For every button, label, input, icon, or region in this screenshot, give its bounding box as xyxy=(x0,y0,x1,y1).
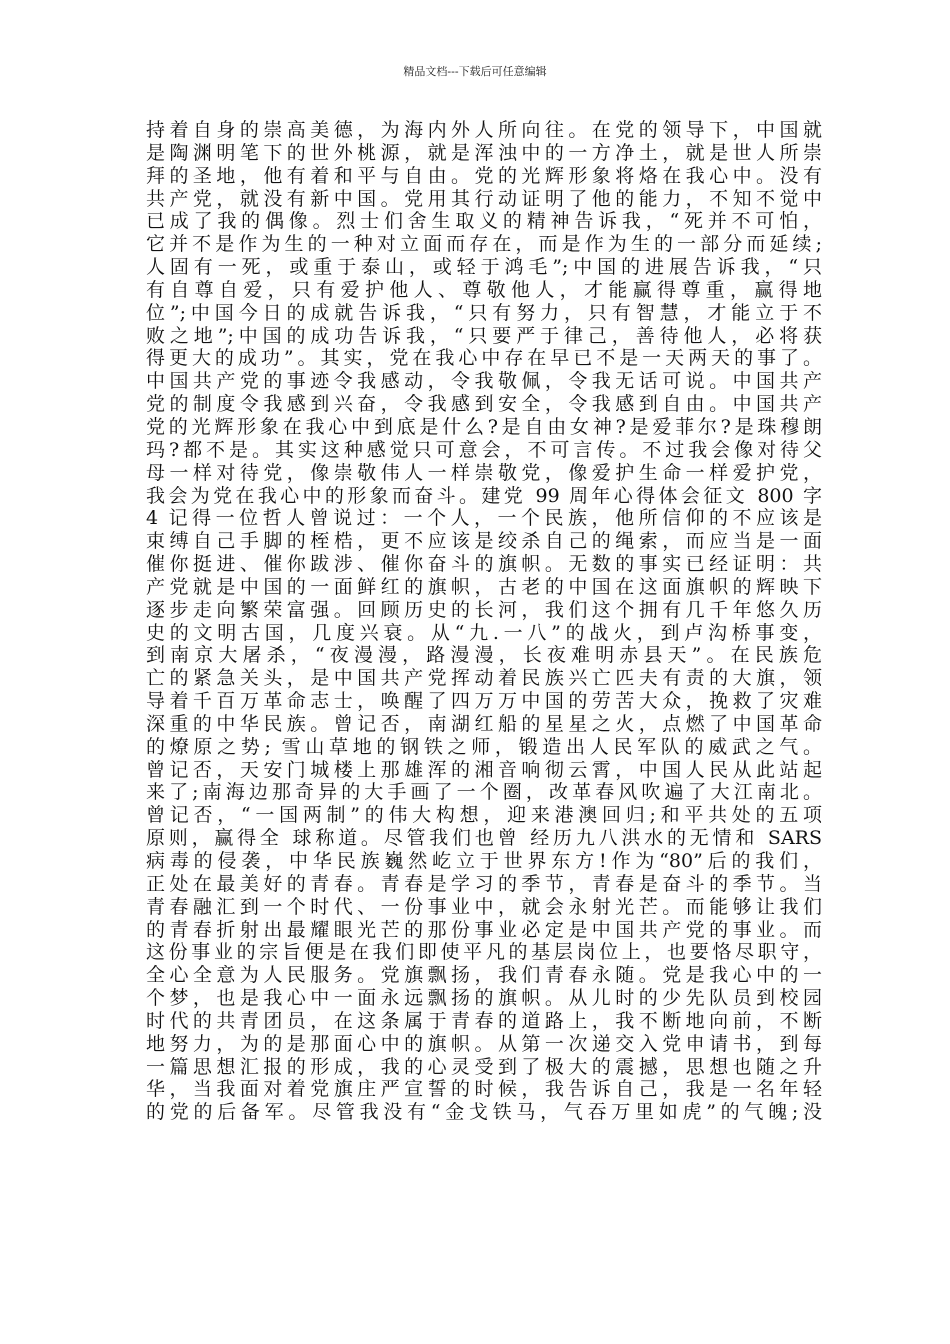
text-line: 中国共产党的事迹令我感动，令我敬佩，令我无话可说。中国共产 xyxy=(146,370,822,393)
text-line: 玛?都不是。其实这种感觉只可意会，不可言传。不过我会像对待父 xyxy=(146,438,822,461)
text-line: 得更大的成功”。其实，党在我心中存在早已不是一天两天的事了。 xyxy=(146,347,822,370)
text-line: 产党就是中国的一面鲜红的旗帜，古老的中国在这面旗帜的辉映下 xyxy=(146,575,822,598)
text-line: 4 记得一位哲人曾说过：一个人，一个民族，他所信仰的不应该是 xyxy=(146,507,822,530)
text-line: 共产党，就没有新中国。党用其行动证明了他的能力，不知不觉中 xyxy=(146,187,822,210)
text-line: 束缚自己手脚的桎梏，更不应该是绞杀自己的绳索，而应当是一面 xyxy=(146,530,822,553)
text-line: 党的制度令我感到兴奋，令我感到安全，令我感到自由。中国共产 xyxy=(146,393,822,416)
page-header: 精品文档---下载后可任意编辑 xyxy=(403,65,547,78)
text-line: 青春融汇到一个时代、一份事业中，就会永射光芒。而能够让我们 xyxy=(146,895,822,918)
text-line: 败之地”;中国的成功告诉我，“只要严于律己，善待他人，必将获 xyxy=(146,324,822,347)
text-line: 个梦，也是我心中一面永远飘扬的旗帜。从儿时的少先队员到校园 xyxy=(146,987,822,1010)
text-line: 病毒的侵袭，中华民族巍然屹立于世界东方!作为“80”后的我们， xyxy=(146,850,822,872)
text-line: 逐步走向繁荣富强。回顾历史的长河，我们这个拥有几千年悠久历 xyxy=(146,598,822,621)
text-line: 是陶渊明笔下的世外桃源，就是浑浊中的一方净土，就是世人所崇 xyxy=(146,141,822,164)
text-line: 导着千百万革命志士，唤醒了四万万中国的劳苦大众，挽救了灾难 xyxy=(146,690,822,713)
text-line: 的燎原之势; 雪山草地的钢铁之师，锻造出人民军队的威武之气。 xyxy=(146,735,822,758)
text-line: 位”;中国今日的成就告诉我，“只有努力，只有智慧，才能立于不 xyxy=(146,301,822,324)
text-line: 到南京大屠杀，“夜漫漫，路漫漫，长夜难明赤县天”。在民族危 xyxy=(146,644,822,667)
text-line: 地努力，为的是那面心中的旗帜。从第一次递交入党申请书，到每 xyxy=(146,1032,822,1055)
body-text xyxy=(146,119,822,1124)
text-line: 已成了我的偶像。烈士们舍生取义的精神告诉我，“死并不可怕， xyxy=(146,210,822,233)
text-line: 正处在最美好的青春。青春是学习的季节，青春是奋斗的季节。当 xyxy=(146,872,822,895)
text-line: 它并不是作为生的一种对立面而存在，而是作为生的一部分而延续; xyxy=(146,233,822,256)
text-line: 来了;南海边那奇异的大手画了一个圈，改革春风吹遍了大江南北。 xyxy=(146,781,822,804)
text-line: 曾记否，天安门城楼上那雄浑的湘音响彻云霄，中国人民从此站起 xyxy=(146,758,822,781)
text-line: 史的文明古国，几度兴衰。从“九.一八”的战火，到卢沟桥事变， xyxy=(146,621,822,644)
text-line: 全心全意为人民服务。党旗飘扬，我们青春永随。党是我心中的一 xyxy=(146,964,822,987)
text-line: 催你挺进、催你跋涉、催你奋斗的旗帜。无数的事实已经证明：共 xyxy=(146,553,822,576)
text-line: 深重的中华民族。曾记否，南湖红船的星星之火，点燃了中国革命 xyxy=(146,712,822,735)
text-line: 原则，赢得全 球称道。尽管我们也曾 经历九八洪水的无情和 SARS xyxy=(146,827,822,850)
text-line: 持着自身的崇高美德，为海内外人所向往。在党的领导下，中国就 xyxy=(146,119,822,141)
text-line: 党的光辉形象在我心中到底是什么?是自由女神?是爱菲尔?是珠穆朗 xyxy=(146,415,822,438)
text-line: 这份事业的宗旨便是在我们即使平凡的基层岗位上，也要恪尽职守， xyxy=(146,941,822,964)
text-line: 拜的圣地，他有着和平与自由。党的光辉形象将烙在我心中。没有 xyxy=(146,164,822,187)
text-line: 我会为党在我心中的形象而奋斗。建党 99 周年心得体会征文 800 字 xyxy=(146,484,822,507)
text-line: 曾记否，“一国两制”的伟大构想，迎来港澳回归;和平共处的五项 xyxy=(146,804,822,827)
text-line: 母一样对待党，像崇敬伟人一样崇敬党，像爱护生命一样爱护党， xyxy=(146,461,822,484)
text-line: 华，当我面对着党旗庄严宣誓的时候，我告诉自己，我是一名年轻 xyxy=(146,1078,822,1101)
text-line: 的党的后备军。尽管我没有“金戈铁马，气吞万里如虎”的气魄;没 xyxy=(146,1101,822,1124)
text-line: 的青春折射出最耀眼光芒的那份事业必定是中国共产党的事业。而 xyxy=(146,918,822,941)
text-line: 有自尊自爱，只有爱护他人、尊敬他人，才能赢得尊重，赢得地 xyxy=(146,278,822,301)
text-line: 一篇思想汇报的形成，我的心灵受到了极大的震撼，思想也随之升 xyxy=(146,1055,822,1078)
text-line: 人固有一死，或重于泰山，或轻于鸿毛”;中国的进展告诉我，“只 xyxy=(146,256,822,279)
text-line: 时代的共青团员，在这条属于青春的道路上，我不断地向前，不断 xyxy=(146,1009,822,1032)
text-line: 亡的紧急关头，是中国共产党挥动着民族兴亡匹夫有责的大旗，领 xyxy=(146,667,822,690)
